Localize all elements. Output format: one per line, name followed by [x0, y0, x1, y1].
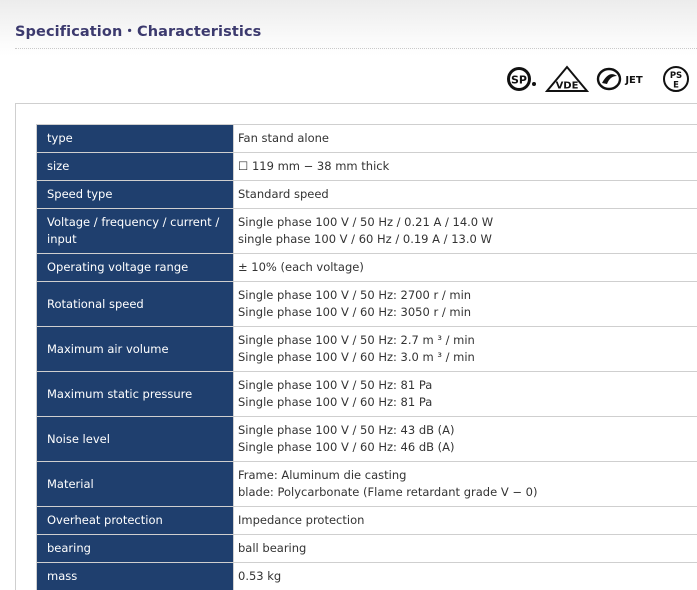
table-row	[37, 535, 697, 563]
row-value: Fan stand alone	[234, 125, 697, 153]
page-title: Specification・Characteristics	[15, 24, 262, 40]
row-value: ☐ 119 mm − 38 mm thick	[234, 153, 697, 181]
row-value: ball bearing	[234, 535, 697, 563]
row-value: Single phase 100 V / 50 Hz: 81 Pa Single phase 100 V / 60 Hz: 81 Pa	[234, 372, 697, 417]
row-label: Rotational speed	[37, 282, 234, 327]
row-value: Single phase 100 V / 50 Hz: 2700 r / min Single phase 100 V / 60 Hz: 3050 r / min	[234, 282, 697, 327]
svg-text:PS: PS	[669, 71, 683, 81]
svg-text:E: E	[673, 80, 679, 91]
row-label: type	[37, 125, 234, 153]
row-value: Single phase 100 V / 50 Hz / 0.21 A / 14.0 W single phase 100 V / 60 Hz / 0.19 A / 13.0 W	[234, 209, 697, 254]
csa-logo	[506, 64, 538, 94]
row-label: bearing	[37, 535, 234, 563]
row-label: Overheat protection	[37, 507, 234, 535]
table-row	[37, 125, 697, 153]
row-label: mass	[37, 563, 234, 590]
row-value: Standard speed	[234, 181, 697, 209]
row-value: Single phase 100 V / 50 Hz: 43 dB (A) Single phase 100 V / 60 Hz: 46 dB (A)	[234, 417, 697, 462]
row-value: ± 10% (each voltage)	[234, 254, 697, 282]
table-row	[37, 209, 697, 254]
row-label: Material	[37, 462, 234, 507]
row-label: Voltage / frequency / current / input	[37, 209, 234, 254]
certification-logos	[0, 64, 697, 96]
row-label: Speed type	[37, 181, 234, 209]
table-row	[37, 507, 697, 535]
title-divider	[15, 48, 697, 49]
row-value: Frame: Aluminum die casting blade: Polycarbonate (Flame retardant grade V − 0)	[234, 462, 697, 507]
table-row	[37, 181, 697, 209]
svg-text:VDE: VDE	[555, 80, 579, 92]
table-row	[37, 254, 697, 282]
row-value: 0.53 kg	[234, 563, 697, 590]
svg-text:SP: SP	[511, 73, 527, 87]
svg-text:JET: JET	[625, 75, 643, 86]
table-row	[37, 153, 697, 181]
row-label: Operating voltage range	[37, 254, 234, 282]
row-label: Noise level	[37, 417, 234, 462]
table-row	[37, 417, 697, 462]
row-label: Maximum air volume	[37, 327, 234, 372]
row-value: Impedance protection	[234, 507, 697, 535]
pse-logo	[662, 64, 690, 94]
table-row	[37, 563, 697, 590]
jet-logo	[596, 64, 648, 94]
table-row	[37, 327, 697, 372]
table-row	[37, 462, 697, 507]
vde-logo	[545, 64, 589, 94]
row-label: Maximum static pressure	[37, 372, 234, 417]
row-label: size	[37, 153, 234, 181]
row-value: Single phase 100 V / 50 Hz: 2.7 m ³ / min Single phase 100 V / 60 Hz: 3.0 m ³ / min	[234, 327, 697, 372]
table-row	[37, 282, 697, 327]
spec-table	[36, 124, 697, 590]
table-row	[37, 372, 697, 417]
